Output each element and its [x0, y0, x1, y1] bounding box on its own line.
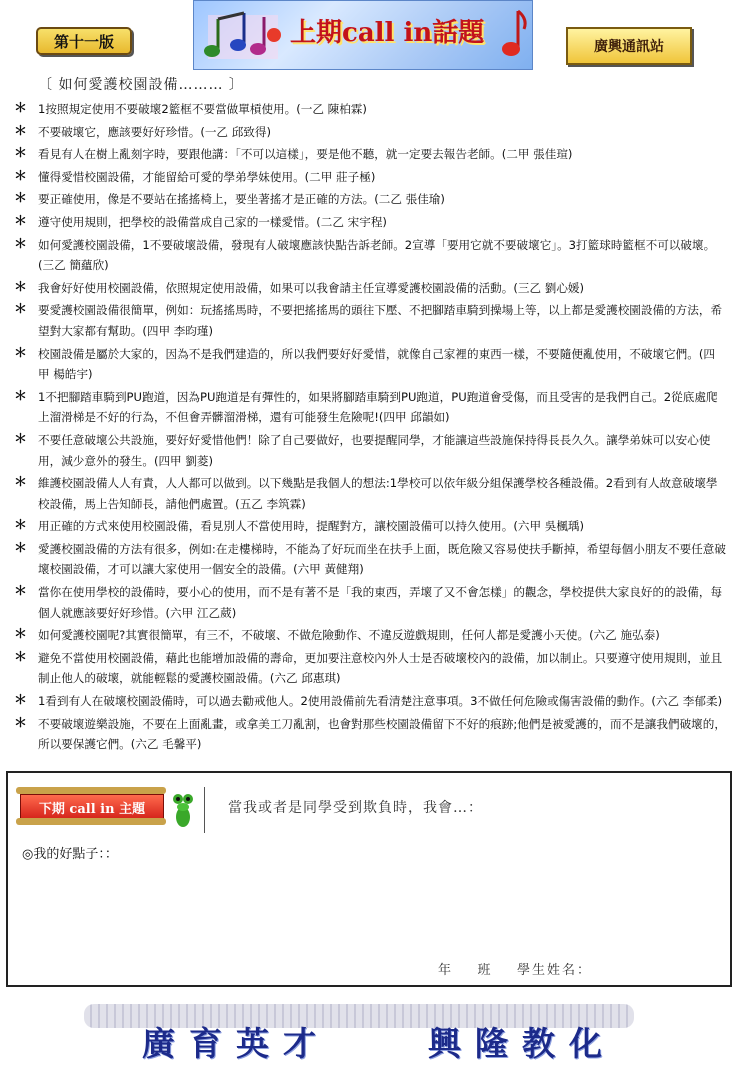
response-list: [14, 99, 726, 757]
next-topic-question: 當我或者是同學受到欺負時，我會…：: [228, 800, 483, 816]
response-item: [14, 189, 726, 210]
motto-right: 興隆教化: [428, 1024, 616, 1063]
response-item: [14, 516, 726, 537]
topic-banner: [193, 0, 533, 70]
bullet-icon: ＊: [14, 302, 28, 318]
response-text: 用正確的方式來使用校園設備，看見別人不當使用時，提醒對方，讓校園設備可以持久使用。(六甲 吳楓瑀): [38, 519, 585, 534]
student-sign-line: 年 班 學生姓名：: [438, 963, 593, 978]
response-text: 要愛護校園設備很簡單，例如：玩搖搖馬時，不要把搖搖馬的頭往下壓、不把腳踏車騎到操場上等，以上都是愛護校園設備的方法，希望對大家都有幫助。(四甲 李昀瑾): [38, 303, 723, 338]
response-text: 維護校園設備人人有責，人人都可以做到。以下幾點是我個人的想法:1學校可以依年級分組保護學校各種設備。2看到有人故意破壞學校設備，馬上告知師長，請他們處置。(五乙 李筑霖): [38, 476, 718, 511]
divider: [204, 787, 205, 833]
response-text: 看見有人在樹上亂刻字時，要跟他講：「不可以這樣」，要是他不聽，就一定要去報告老師。(二甲 張佳瑄): [38, 147, 573, 162]
bullet-icon: ＊: [14, 518, 28, 534]
response-item: [14, 430, 726, 471]
response-item: [14, 144, 726, 165]
response-item: [14, 122, 726, 143]
motto-left: 廣育英才: [142, 1024, 330, 1063]
issue-badge: [36, 27, 132, 55]
bullet-icon: ＊: [14, 584, 28, 600]
bullet-icon: ＊: [14, 693, 28, 709]
response-item: [14, 99, 726, 120]
response-text: 愛護校園設備的方法有很多，例如:在走樓梯時，不能為了好玩而坐在扶手上面，既危險又容易使扶手斷掉，希望每個小朋友不要任意破壞校園設備，才可以讓大家使用一個安全的設備。(六甲 黃健翔): [38, 541, 726, 577]
bullet-icon: ＊: [14, 236, 28, 252]
banner-title: 上期call in話題: [290, 18, 485, 48]
next-topic-badge: [16, 787, 166, 825]
response-text: 如何愛護校園呢?其實很簡單，有三不，不破壞、不做危險動作、不違反遊戲規則，任何人都是愛護小天使。(六乙 施弘泰): [38, 628, 660, 643]
response-text: 不要破壞它，應該要好好珍惜。(一乙 邱致得): [38, 124, 272, 139]
bullet-icon: ＊: [14, 388, 28, 404]
bullet-icon: ＊: [14, 101, 28, 116]
response-text: 遵守使用規則，把學校的設備當成自己家的一樣愛惜。(二乙 宋宇程): [38, 214, 387, 229]
response-item: [14, 625, 726, 646]
response-item: [14, 539, 726, 580]
response-text: 1按照規定使用不要破壞2籃框不要當做單槓使用。(一乙 陳柏霖): [38, 102, 367, 116]
response-item: [14, 714, 726, 755]
bullet-icon: ＊: [14, 213, 28, 229]
response-text: 懂得愛惜校園設備，才能留給可愛的學弟學妹使用。(二甲 莊子極): [38, 169, 376, 184]
bullet-icon: ＊: [14, 279, 28, 295]
response-text: 如何愛護校園設備，1不要破壞設備，發現有人破壞應該快點告訴老師。2宣導「要用它就不要破壞它」。3打籃球時籃框不可以破壞。(三乙 簡蘊欣): [38, 237, 716, 273]
response-item: [14, 212, 726, 233]
response-text: 1看到有人在破壞校園設備時，可以過去勸戒他人。2使用設備前先看清楚注意事項。3不做任何危險或傷害設備的動作。(六乙 李郁柔): [38, 694, 723, 709]
issue-label: 第十一版: [53, 32, 114, 51]
response-text: 不要任意破壞公共設施，要好好愛惜他們！除了自己要做好，也要提醒同學，才能讓這些設施保持得長長久久。讓學弟妹可以安心使用，減少意外的發生。(四甲 劉菱): [38, 432, 711, 468]
response-item: [14, 691, 726, 712]
response-item: [14, 300, 726, 341]
bullet-icon: ＊: [14, 431, 28, 447]
response-item: [14, 278, 726, 299]
response-text: 校園設備是屬於大家的，因為不是我們建造的，所以我們要好好愛惜，就像自己家裡的東西一樣，不要隨便亂使用，不破壞它們。(四甲 楊皓宇): [38, 346, 715, 382]
bullet-icon: ＊: [14, 540, 28, 556]
bullet-icon: ＊: [14, 123, 28, 139]
bullet-icon: ＊: [14, 191, 28, 207]
music-notes-icon: [198, 5, 284, 65]
bullet-icon: ＊: [14, 475, 28, 491]
bullet-icon: ＊: [14, 715, 28, 731]
frog-icon: [172, 791, 194, 829]
next-topic-badge-label: 下期 call in 主題: [20, 794, 164, 820]
response-item: [14, 235, 726, 276]
bullet-icon: ＊: [14, 649, 28, 665]
response-text: 避免不當使用校園設備，藉此也能增加設備的壽命，更加要注意校內外人士是否破壞校內的設備，加以制止。只要遵守使用規則，並且制止他人的破壞，就能輕鬆的愛護校園設備。(六乙 邱惠琪): [38, 650, 723, 686]
response-item: [14, 582, 726, 623]
response-text: 不要破壞遊樂設施，不要在上面亂畫，或拿美工刀亂割，也會對那些校園設備留下不好的痕跡;他們是被愛護的，而不是讓我們破壞的，所以要保護它們。(六乙 毛馨平): [38, 716, 726, 752]
response-item: [14, 648, 726, 689]
response-text: 1不把腳踏車騎到PU跑道，因為PU跑道是有彈性的，如果將腳踏車騎到PU跑道，PU跑道會受傷，而且受害的是我們自己。2從底處爬上溜滑梯是不好的行為，不但會弄髒溜滑梯，還有可能發生危險呢!(四甲 邱韻如): [38, 389, 718, 425]
response-item: [14, 473, 726, 514]
bullet-icon: ＊: [14, 627, 28, 643]
station-badge: [566, 27, 692, 65]
idea-label: ◎我的好點子：：: [22, 847, 118, 862]
response-item: [14, 344, 726, 385]
response-text: 我會好好使用校園設備，依照規定使用設備，如果可以我會請主任宣導愛護校園設備的活動。(三乙 劉心媛): [38, 280, 585, 295]
response-item: [14, 387, 726, 428]
response-item: [14, 167, 726, 188]
bullet-icon: ＊: [14, 168, 28, 184]
question-heading: 〔 如何愛護校園設備……… 〕: [38, 77, 244, 93]
response-text: 要正確使用，像是不要站在搖搖椅上，要坐著搖才是正確的方法。(二乙 張佳瑜): [38, 192, 445, 207]
next-topic-box: [6, 771, 732, 987]
music-notes-icon: [498, 7, 528, 63]
response-text: 當你在使用學校的設備時，要小心的使用，而不是有著不是「我的東西，弄壞了又不會怎樣」的觀念，學校提供大家良好的的設備，每個人就應該要好好珍惜。(六甲 江乙葳): [38, 585, 723, 620]
station-label: 廣興通訊站: [594, 39, 664, 55]
bullet-icon: ＊: [14, 345, 28, 361]
bullet-icon: ＊: [14, 146, 28, 162]
